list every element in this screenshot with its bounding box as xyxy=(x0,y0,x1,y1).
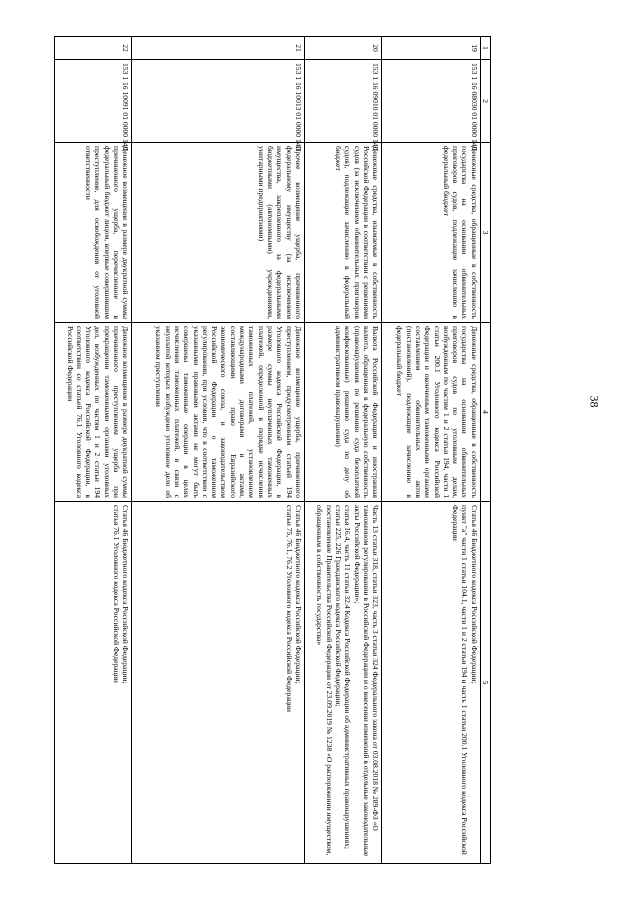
legal-basis: Статья 46 Бюджетного кодекса Российской Федерации; статья 76.1 Уголовного кодекса Российской Федерации xyxy=(55,502,132,864)
column-header-2: 2 xyxy=(480,60,490,143)
row-number: 20 xyxy=(304,37,381,60)
table-header-row xyxy=(480,37,490,864)
column-header-4: 4 xyxy=(480,323,490,502)
revenue-code: 153 1 16 09010 01 0000 140 xyxy=(304,60,381,143)
revenue-name: Прочее возмещение ущерба, причиненного федеральному имуществу (за исключением имущества, закрепленного за федеральными бюджетными (автономными) учреждениями, унитарными предприятиями) xyxy=(132,143,304,323)
revenue-description: Денежное возмещение ущерба, причиненного преступлением, предусмотренным статьей 194 Уголовного кодекса Российской Федерации, в размере суммы неуплаченных таможенных платежей, определенной в порядке исчисления таможенных платежей, установленном международными договорами и актами, составляющими право Евразийского экономического союза, и законодательством Российской Федерации о таможенном регулировании, при условии, что в соответствии с указанными правовыми актами не могут быть совершены таможенные операции в целях исчисления таможенных платежей, в связи с неуплатой которых возбуждено уголовное дело об указанном преступлении xyxy=(132,323,304,502)
revenue-name: Денежные средства, обращенные в собственность государства на основании обвинительных приговоров судов, подлежащие зачислению в федеральный бюджет xyxy=(382,143,481,323)
table-row xyxy=(55,37,132,864)
column-header-3: 3 xyxy=(480,143,490,323)
revenue-description: Денежные средства, обращенные в собственность государства на основании обвинительных приговоров судов по уголовным делам, возбужденным по частям 1 и 2 статьи 194, части 1 статьи 200.1 Уголовного кодекса Российской Федерации и оконченным таможенными органами составлением обвинительных актов (постановлений), подлежащие зачислению в федеральный бюджет xyxy=(382,323,481,502)
legal-basis: Статья 46 Бюджетного кодекса Российской Федерации; статьи 75, 76.1, 76.2 Уголовного кодекса Российской Федерации xyxy=(132,502,304,864)
revenue-code: 153 1 16 08030 01 0000 140 xyxy=(382,60,481,143)
column-header-5: 5 xyxy=(480,502,490,864)
revenue-description: Денежное возмещение в размере двукратной суммы причиненного преступлением ущерба при прекращении таможенными органами уголовных дел, возбужденных по частям 1 и 2 статьи 194 Уголовного кодекса Российской Федерации, в соответствии со статьей 76.1 Уголовного кодекса Российской Федерации xyxy=(55,323,132,502)
revenue-description: Валюта Российской Федерации и иностранная валюта, обращенная в федеральную собственность (правонарушения по решению суда безоплатной конфискованные) решению суда по делу об административном правонарушении) xyxy=(304,323,381,502)
legal-basis: Часть 13 статьи 318, статьи 323, часть 3 статьи 324 Федерального закона от 03.08.2018 № 289-ФЗ «О таможенном регулировании в Российской Федерации и о внесении изменений в отдельные законодательные акты Российской Федерации»; статья 16.4, часть 11 статьи 32.4 Кодекса Российской Федерации об административных правонарушениях; статьи 225, 226 Гражданского кодекса Российской Федерации; постановление Правительства Российской Федерации от 23.09.2019 № 1238 «О распоряжении имуществом, обращенным в собственность государства» xyxy=(304,502,381,864)
table-row xyxy=(132,37,304,864)
table-row xyxy=(304,37,381,864)
legal-basis: Статья 46 Бюджетного кодекса Российской Федерации; пункт "а" части 1 статьи 104.1, части 1 и 2 статьи 194 и часть 1 статьи 200.1 Уголовного кодекса Российской Федерации xyxy=(382,502,481,864)
revenue-code: 153 1 16 10091 01 0000 140 xyxy=(55,60,132,143)
row-number: 21 xyxy=(132,37,304,60)
row-number: 19 xyxy=(382,37,481,60)
row-number: 22 xyxy=(55,37,132,60)
revenue-name: Денежное возмещение в размере двукратной суммы причиненного ущерба, перечисленное в федеральный бюджет лицом, впервые совершившим преступление, для освобождения от уголовной ответственности xyxy=(55,143,132,323)
table-row xyxy=(382,37,481,864)
revenue-name: Денежные средства, изымаемые в собственность Российской Федерации в соответствии с решениями судов (за исключением обвинительных приговоров судов), подлежащие зачислению в федеральный бюджет xyxy=(304,143,381,323)
column-header-1: 1 xyxy=(480,37,490,60)
page-number: 38 xyxy=(587,395,602,408)
revenue-code: 153 1 16 10013 01 0000 140 xyxy=(132,60,304,143)
revenue-codes-table xyxy=(54,36,491,864)
rotated-table-container xyxy=(54,36,491,864)
